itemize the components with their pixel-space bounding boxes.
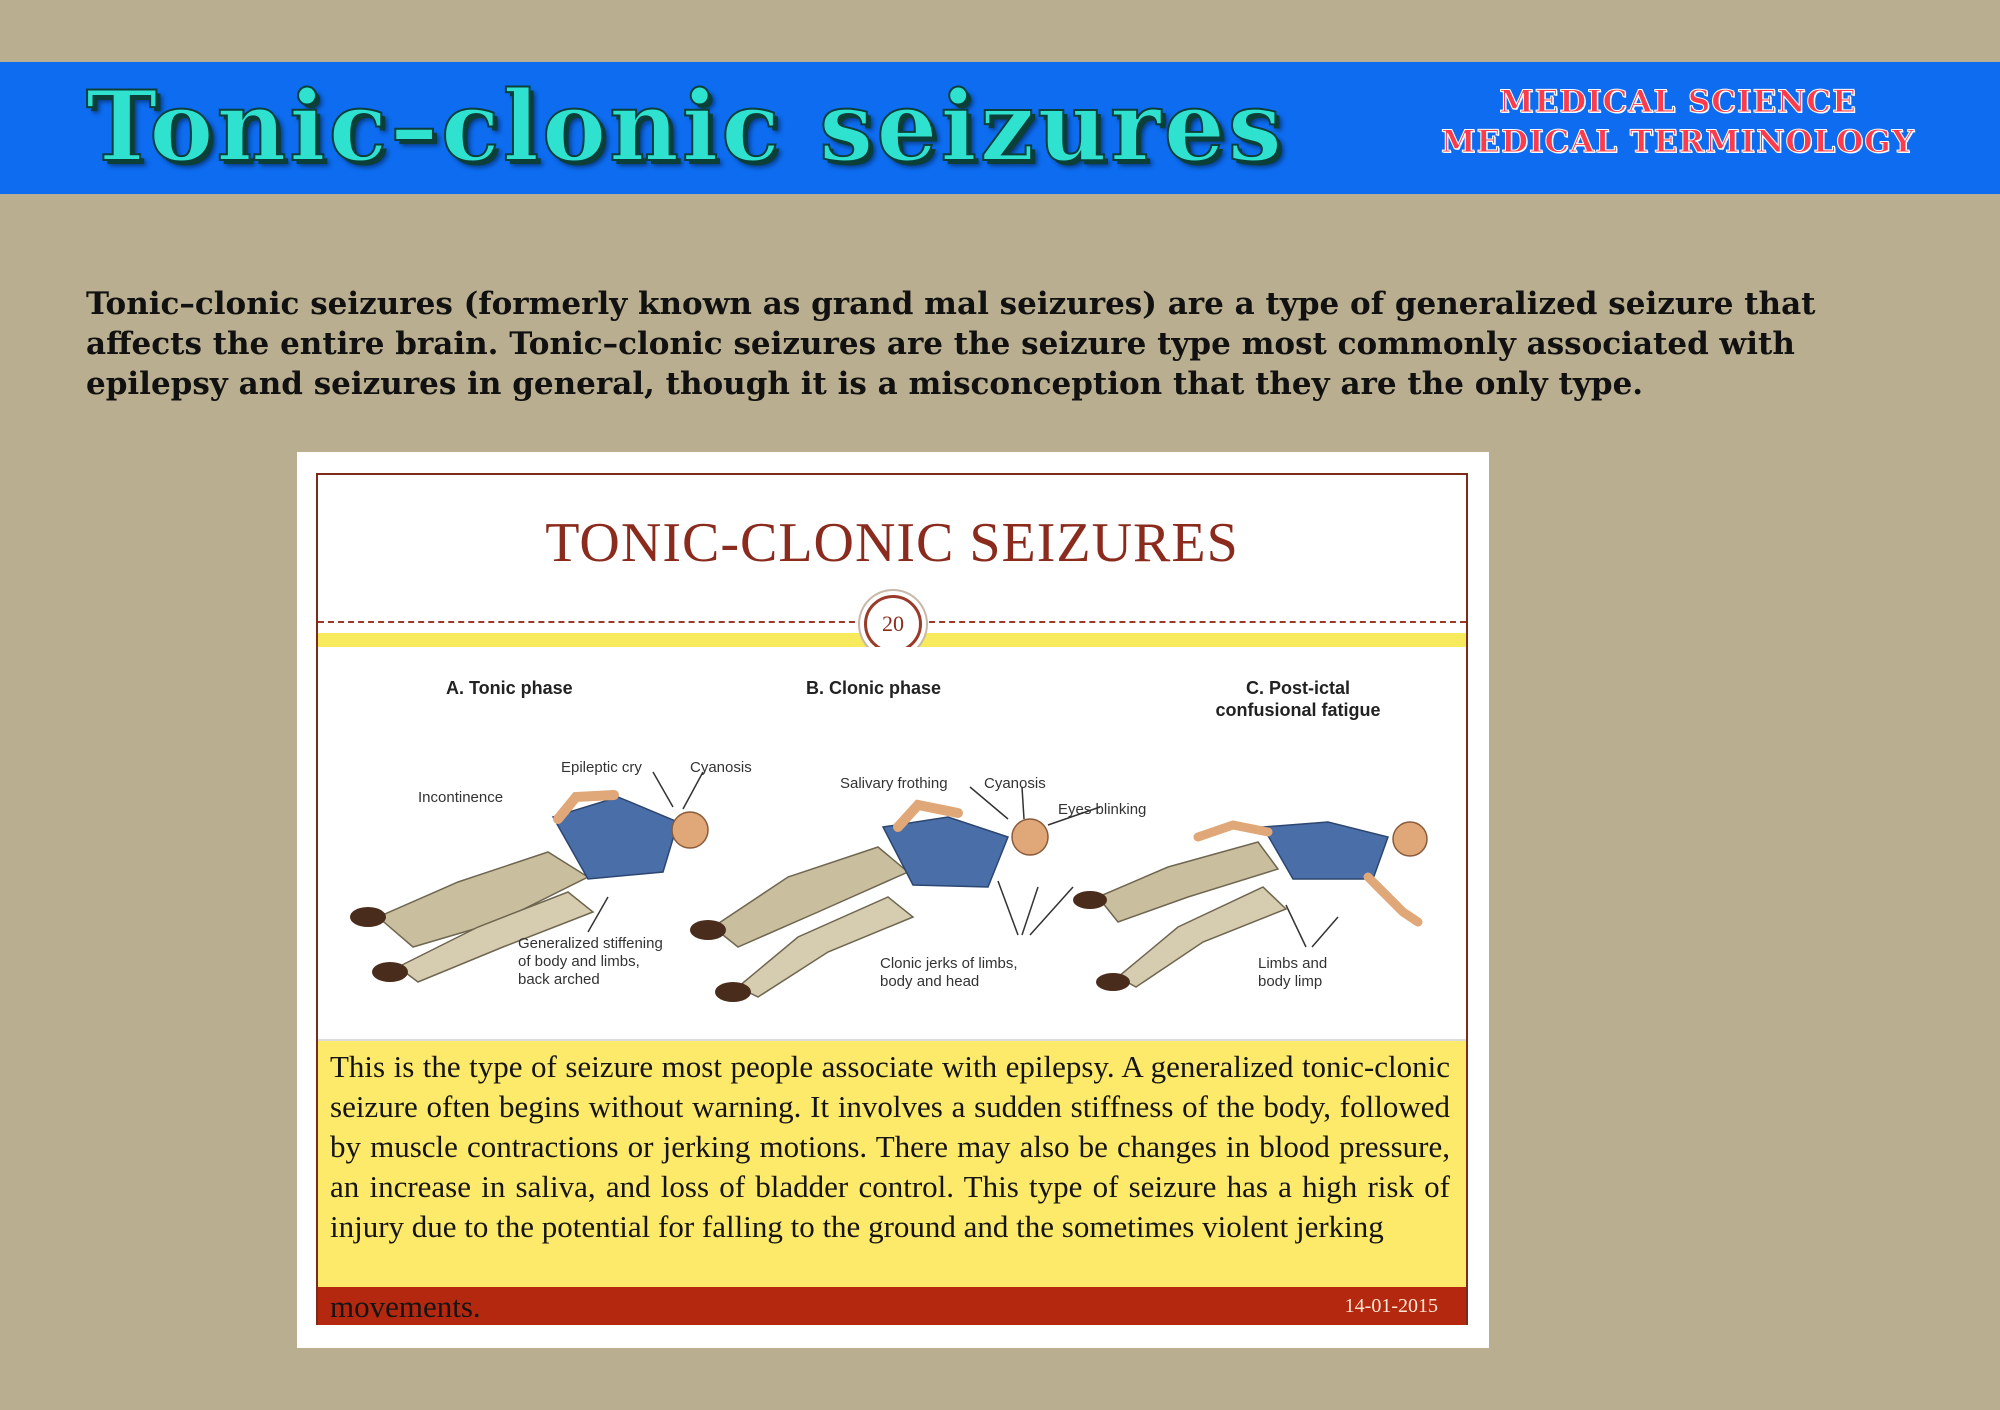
slide-image bbox=[316, 473, 1468, 1325]
label-cyanosis-b: Cyanosis bbox=[984, 775, 1046, 792]
label-incontinence: Incontinence bbox=[418, 789, 504, 806]
slide-title: TONIC-CLONIC SEIZURES bbox=[545, 512, 1239, 574]
label-eyes-blinking: Eyes blinking bbox=[1058, 801, 1147, 818]
label-generalized-stiffening: Generalized stiffening of body and limbs, back arched bbox=[518, 935, 663, 988]
slide-number-badge: 20 bbox=[864, 595, 922, 653]
phase-b-label: B. Clonic phase bbox=[806, 678, 942, 698]
category-tags bbox=[1418, 82, 1938, 162]
tag-medical-terminology: MEDICAL TERMINOLOGY bbox=[1441, 124, 1915, 160]
slide-footer-bar bbox=[318, 1287, 1466, 1325]
phase-a-label: A. Tonic phase bbox=[446, 678, 573, 698]
description-text: This is the type of seizure most people associate with epilepsy. A generalized tonic-clonic seizure often begins without warning. It involves a sudden stiffness of the body, followed by muscle contractions or jerking motions. There may also be changes in blood pressure, an increase in saliva, and loss of bladder control. This type of seizure has a high risk of injury due to the potential for falling to the ground and the sometimes violent jerking bbox=[330, 1049, 1450, 1244]
phase-c-label: C. Post-ictal confusional fatigue bbox=[1215, 678, 1381, 720]
figure-post-ictal bbox=[1073, 822, 1427, 991]
intro-paragraph: Tonic–clonic seizures (formerly known as grand mal seizures) are a type of generalized seizure that affects the entire brain. Tonic–clonic seizures are the seizure type most commonly associated with epilepsy and seizures in general, though it is a misconception that they are the only type. bbox=[86, 286, 1816, 402]
page-title: Tonic–clonic seizures bbox=[86, 70, 1285, 183]
label-epileptic-cry: Epileptic cry bbox=[561, 759, 642, 776]
label-salivary-frothing: Salivary frothing bbox=[840, 775, 948, 792]
seizure-phases-illustration bbox=[318, 647, 1466, 1041]
slide-date: 14-01-2015 bbox=[1344, 1295, 1438, 1317]
description-box bbox=[318, 1041, 1466, 1287]
label-clonic-jerks: Clonic jerks of limbs, body and head bbox=[880, 955, 1018, 990]
label-limbs-limp: Limbs and body limp bbox=[1258, 955, 1328, 990]
tag-medical-science: MEDICAL SCIENCE bbox=[1499, 84, 1857, 120]
label-cyanosis-a: Cyanosis bbox=[690, 759, 752, 776]
description-last-line: movements. bbox=[330, 1289, 481, 1324]
